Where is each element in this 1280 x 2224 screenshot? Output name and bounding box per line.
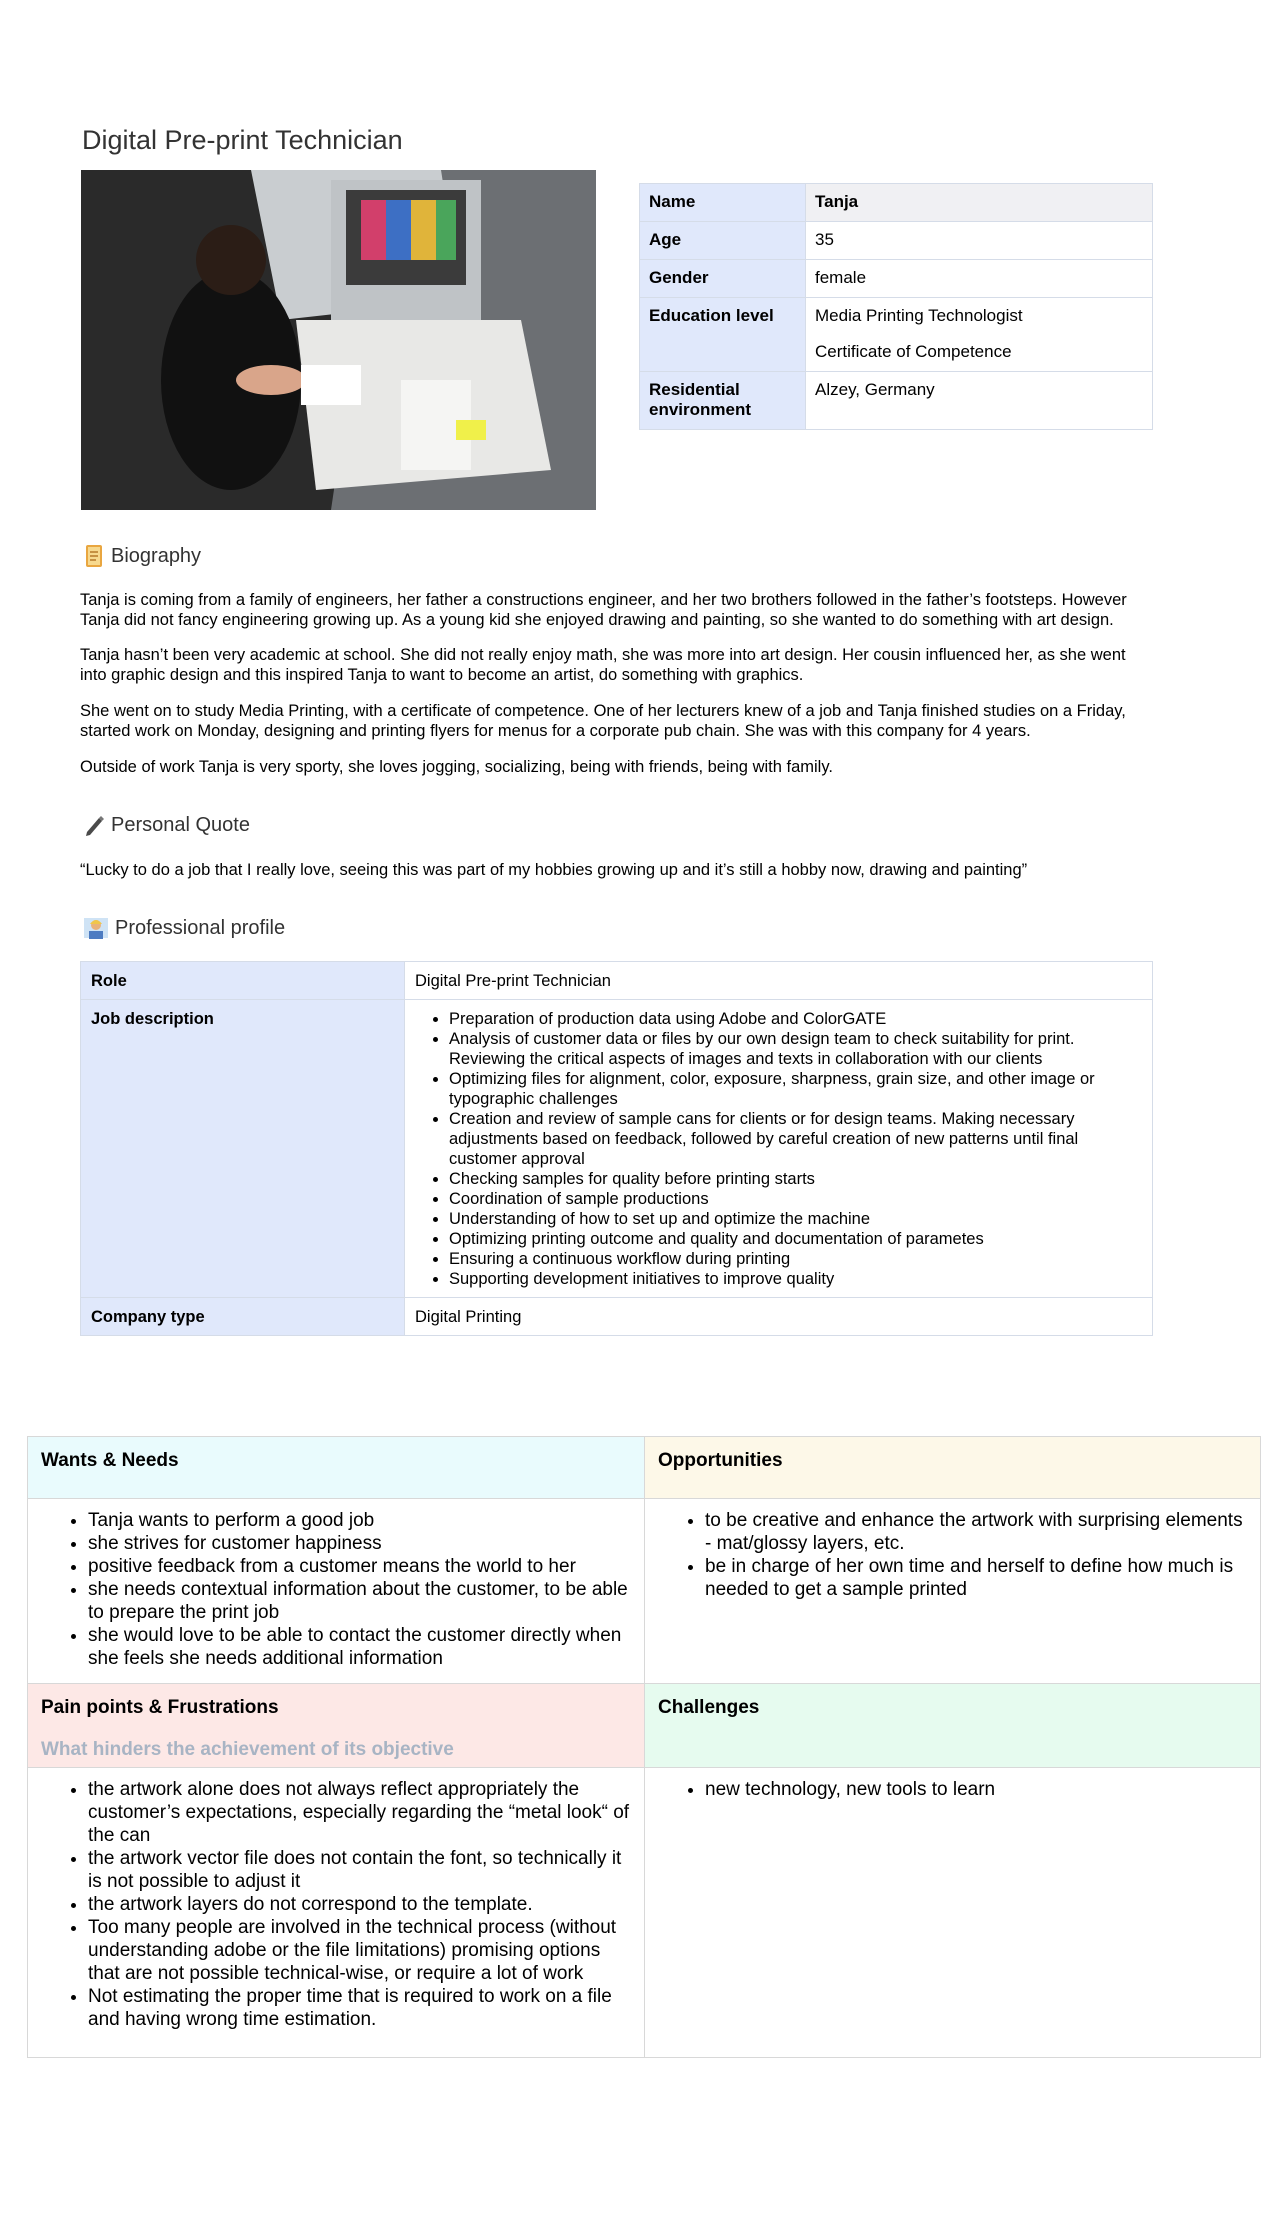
page-title: Digital Pre-print Technician — [82, 125, 403, 155]
list-item: • the artwork vector file does not contain the font, so technically it is not possible to adjust it — [88, 1847, 630, 1893]
persona-info-table — [639, 183, 1153, 430]
challenges-list — [655, 1778, 1246, 1801]
list-item: • Creation and review of sample cans for clients or for design teams. Making necessary adjustments based on feedback, followed by careful creation of new patterns until final customer approval — [449, 1109, 1142, 1169]
quote-heading — [83, 812, 250, 838]
challenges-body — [645, 1768, 1260, 2057]
professional-heading-label: Professional profile — [115, 916, 286, 939]
pain-points-subtitle: What hinders the achievement of its objective — [41, 1739, 454, 1760]
prof-value: Digital Printing — [405, 1298, 1153, 1336]
professional-heading — [83, 915, 285, 941]
list-item: • she would love to be able to contact the customer directly when she feels she needs additional information — [88, 1624, 630, 1670]
education-line: Media Printing Technologist — [815, 306, 1023, 325]
opportunities-list — [655, 1509, 1246, 1601]
biography-paragraph: Outside of work Tanja is very sporty, she loves jogging, socializing, being with friends, being with family. — [80, 758, 833, 776]
list-item: • be in charge of her own time and herself to define how much is needed to get a sample printed — [705, 1555, 1246, 1601]
wants-needs-list — [38, 1509, 630, 1670]
wants-needs-title: Wants & Needs — [41, 1450, 179, 1471]
pen-icon — [83, 812, 105, 838]
list-item: • Not estimating the proper time that is required to work on a file and having wrong time estimation. — [88, 1985, 630, 2031]
list-item: • Analysis of customer data or files by our own design team to check suitability for print. Reviewing the critical aspects of images and texts in collaboration with our clients — [449, 1029, 1142, 1069]
persona-photo — [81, 170, 596, 510]
list-item: • new technology, new tools to learn — [705, 1778, 1246, 1801]
list-item: • Coordination of sample productions — [449, 1189, 1142, 1209]
info-row-education — [640, 298, 1153, 372]
list-item: • Preparation of production data using Adobe and ColorGATE — [449, 1009, 1142, 1029]
pain-points-body — [28, 1768, 645, 2057]
info-value: 35 — [806, 222, 1153, 260]
prof-row-role — [81, 962, 1153, 1000]
professional-table — [80, 961, 1153, 1336]
list-item: • to be creative and enhance the artwork with surprising elements - mat/glossy layers, etc. — [705, 1509, 1246, 1555]
info-value: Alzey, Germany — [806, 372, 1153, 430]
list-item: • she strives for customer happiness — [88, 1532, 630, 1555]
scroll-icon — [83, 543, 105, 569]
prof-row-job — [81, 1000, 1153, 1298]
info-value: female — [806, 260, 1153, 298]
education-line: Certificate of Competence — [815, 342, 1012, 361]
challenges-header — [645, 1684, 1260, 1768]
list-item: • Understanding of how to set up and optimize the machine — [449, 1209, 1142, 1229]
list-item: • the artwork alone does not always reflect appropriately the customer’s expectations, especially regarding the “metal look“ of the can — [88, 1778, 630, 1847]
prof-key: Role — [81, 962, 405, 1000]
persona-grid — [27, 1436, 1261, 2058]
opportunities-body — [645, 1499, 1260, 1684]
prof-key: Company type — [81, 1298, 405, 1336]
list-item: • positive feedback from a customer means the world to her — [88, 1555, 630, 1578]
worker-icon — [83, 915, 109, 941]
info-key: Education level — [640, 298, 806, 372]
opportunities-header — [645, 1437, 1260, 1499]
pain-points-title: Pain points & Frustrations — [41, 1697, 279, 1718]
info-row-residence — [640, 372, 1153, 430]
quote-heading-label: Personal Quote — [111, 813, 250, 836]
info-row-age — [640, 222, 1153, 260]
challenges-title: Challenges — [658, 1697, 760, 1718]
pain-points-list — [38, 1778, 630, 2031]
biography-heading-label: Biography — [111, 544, 202, 567]
biography-paragraph: She went on to study Media Printing, with a certificate of competence. One of her lecturers knew of a job and Tanja finished studies on a Friday, started work on Monday, designing and printing flyers for menus for a corporate pub chain. She was with this company for 4 years. — [80, 702, 1126, 740]
wants-needs-header — [28, 1437, 645, 1499]
info-key: Gender — [640, 260, 806, 298]
list-item: • the artwork layers do not correspond to the template. — [88, 1893, 630, 1916]
opportunities-title: Opportunities — [658, 1450, 783, 1471]
biography-paragraph: Tanja is coming from a family of engineers, her father a constructions engineer, and her two brothers followed in the father’s footsteps. However Tanja did not fancy engineering growing up. As a young kid she enjoyed drawing and painting, so she wanted to do something with art design. — [80, 591, 1127, 629]
wants-needs-body — [28, 1499, 645, 1684]
personal-quote: “Lucky to do a job that I really love, seeing this was part of my hobbies growing up and it’s still a hobby now, drawing and painting” — [80, 861, 1028, 879]
list-item: • Ensuring a continuous workflow during printing — [449, 1249, 1142, 1269]
prof-value — [405, 1000, 1153, 1298]
list-item: • she needs contextual information about the customer, to be able to prepare the print job — [88, 1578, 630, 1624]
pain-points-header — [28, 1684, 645, 1768]
biography-paragraph: Tanja hasn’t been very academic at school. She did not really enjoy math, she was more into art design. Her cousin influenced her, as she went into graphic design and this inspired Tanja to want to become an artist, do something with graphics. — [80, 646, 1126, 684]
list-item: • Too many people are involved in the technical process (without understanding adobe or the file limitations) promising options that are not possible technical-wise, or require a lot of work — [88, 1916, 630, 1985]
info-value: Tanja — [806, 184, 1153, 222]
list-item: • Optimizing printing outcome and quality and documentation of parametes — [449, 1229, 1142, 1249]
list-item: • Optimizing files for alignment, color, exposure, sharpness, grain size, and other image or typographic challenges — [449, 1069, 1142, 1109]
info-key: Residential environment — [640, 372, 806, 430]
info-row-name — [640, 184, 1153, 222]
prof-value: Digital Pre-print Technician — [405, 962, 1153, 1000]
info-row-gender — [640, 260, 1153, 298]
list-item: • Tanja wants to perform a good job — [88, 1509, 630, 1532]
list-item: • Supporting development initiatives to improve quality — [449, 1269, 1142, 1289]
prof-key: Job description — [81, 1000, 405, 1298]
info-key: Age — [640, 222, 806, 260]
biography-heading — [83, 543, 201, 569]
list-item: • Checking samples for quality before printing starts — [449, 1169, 1142, 1189]
info-value — [806, 298, 1153, 372]
info-key: Name — [640, 184, 806, 222]
job-description-list — [415, 1009, 1142, 1289]
prof-row-company — [81, 1298, 1153, 1336]
